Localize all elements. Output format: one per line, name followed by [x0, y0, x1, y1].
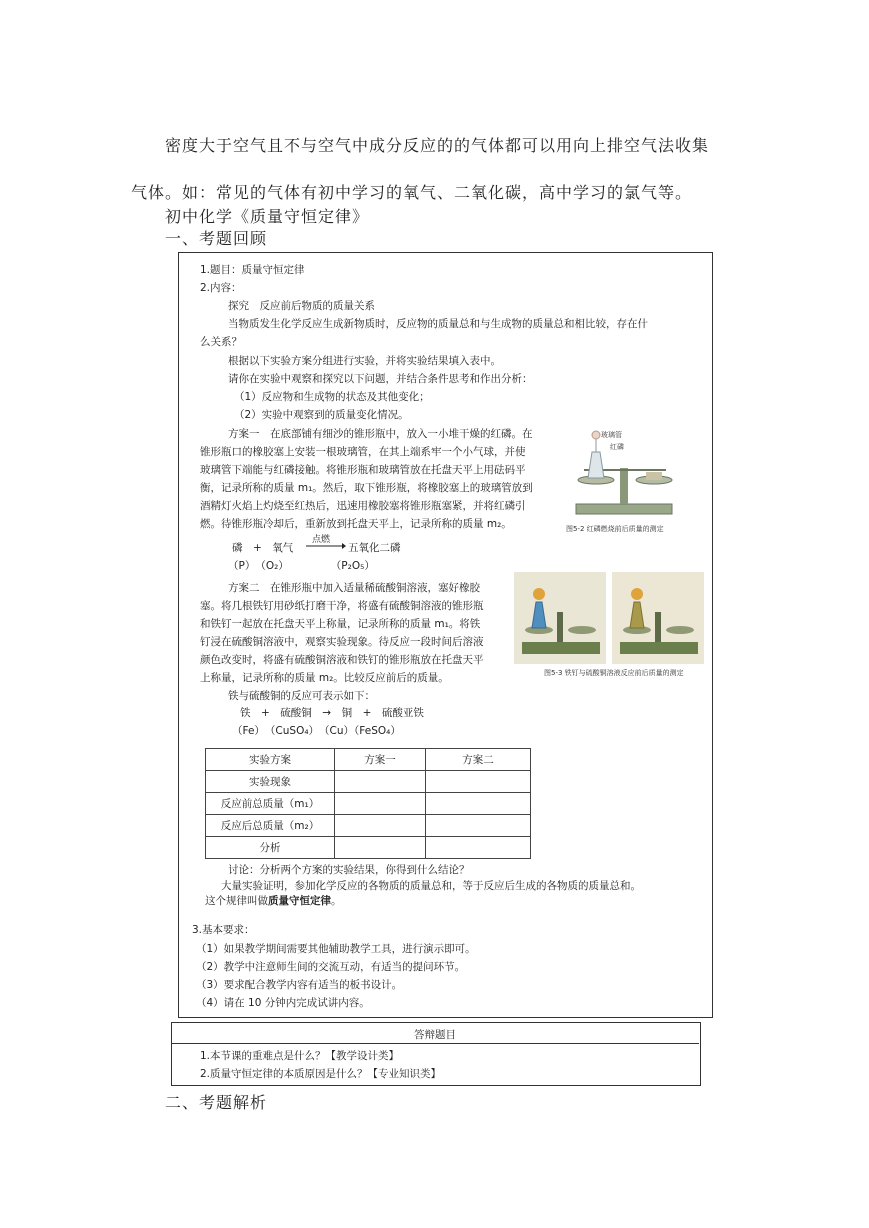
table-cell-plan-a[interactable] — [335, 837, 426, 859]
equation-2-words: 铁 + 硫酸铜 → 铜 + 硫酸亚铁 — [240, 707, 424, 719]
plan-b-line: 和铁钉一起放在托盘天平上称量，记录所称的质量 m₁。将铁 — [200, 618, 481, 630]
table-row — [206, 815, 531, 837]
balance-illustration-icon — [566, 428, 692, 524]
table-header-cell: 方案二 — [426, 749, 531, 771]
figure-iron-copper-sulfate — [514, 572, 704, 680]
equation-2-formula: （Fe） （CuSO₄） （Cu）（FeSO₄） — [232, 725, 401, 737]
plan-a-line: 玻璃管下端能与红磷接触。将锥形瓶和玻璃管放在托盘天平上用砝码平 — [200, 464, 526, 476]
plan-b-line: 塞。将几根铁钉用砂纸打磨干净，将盛有硫酸铜溶液的锥形瓶 — [200, 600, 484, 612]
iron-reaction-intro: 铁与硫酸铜的反应可表示如下： — [228, 690, 375, 702]
table-cell-plan-b[interactable] — [426, 771, 531, 793]
table-cell-plan-b[interactable] — [426, 815, 531, 837]
instruction-2: 请你在实验中观察和探究以下问题，并结合条件思考和作出分析： — [228, 373, 533, 385]
plan-b-line: 颜色改变时，将盛有硫酸铜溶液和铁钉的锥形瓶放在托盘天平 — [200, 654, 484, 666]
table-row — [206, 771, 531, 793]
table-row-label: 反应前总质量（m₁） — [206, 793, 335, 815]
plan-b-line: 方案二 在锥形瓶中加入适量稀硫酸铜溶液，塞好橡胶 — [228, 582, 480, 594]
plan-a-line: 燃。待锥形瓶冷却后，重新放到托盘天平上，记录所称的质量 m₂。 — [200, 518, 512, 530]
intro-line-1: 密度大于空气且不与空气中成分反应的的气体都可以用向上排空气法收集 — [165, 136, 710, 155]
conclusion-suffix: 。 — [331, 895, 342, 907]
plan-a-line: 衡，记录所称的质量 m₁。然后，取下锥形瓶，将橡胶塞上的玻璃管放到 — [200, 482, 533, 494]
question-line-2: 么关系？ — [200, 336, 242, 348]
reaction-arrow-icon — [306, 542, 346, 550]
table-cell-plan-a[interactable] — [335, 793, 426, 815]
plan-a-line: 酒精灯火焰上灼烧至红热后，迅速用橡胶塞将锥形瓶塞紧，并将红磷引 — [200, 500, 526, 512]
observe-item-1: （1）反应物和生成物的状态及其他变化； — [234, 391, 430, 403]
requirement-item: （2）教学中注意师生间的交流互动，有适当的提问环节。 — [196, 961, 466, 973]
table-cell-plan-b[interactable] — [426, 837, 531, 859]
table-cell-plan-a[interactable] — [335, 771, 426, 793]
table-header-row — [206, 749, 531, 771]
plan-b-line: 上称量，记录所称的质量 m₂。比较反应前后的质量。 — [200, 672, 449, 684]
figure-1-label-glass-tube: 玻璃管 — [601, 431, 622, 439]
equation-1-condition: 点燃 — [312, 535, 331, 545]
conclusion-line-2 — [205, 893, 342, 908]
table-row-label: 分析 — [206, 837, 335, 859]
experiment-results-table — [205, 748, 531, 859]
plan-b-line: 钉浸在硫酸铜溶液中，观察实验现象。待反应一段时间后溶液 — [200, 636, 484, 648]
plan-a-line: 锥形瓶口的橡胶塞上安装一根玻璃管，在其上端系牢一个小气球，并使 — [200, 446, 526, 458]
table-row — [206, 837, 531, 859]
question-title: 1.题目：质量守恒定律 — [200, 264, 305, 276]
question-line-1: 当物质发生化学反应生成新物质时，反应物的质量总和与生成物的质量总和相比较，存在什 — [228, 318, 648, 330]
table-row-label: 实验现象 — [206, 771, 335, 793]
equation-1-formula: （P） （O₂） （P₂O₅） — [228, 560, 375, 572]
defense-header: 答辩题目 — [414, 1029, 456, 1041]
equation-1-reactants: 磷 + 氧气 — [232, 542, 294, 554]
plan-a-line: 方案一 在底部铺有细沙的锥形瓶中，放入一小堆干燥的红磷。在 — [228, 428, 533, 440]
table-header-cell: 方案一 — [335, 749, 426, 771]
discussion-prompt: 讨论：分析两个方案的实验结果，你得到什么结论？ — [228, 864, 470, 876]
conclusion-line-1: 大量实验证明，参加化学反应的各物质的质量总和，等于反应后生成的各物质的质量总和。 — [221, 880, 641, 892]
observe-item-2: （2）实验中观察到的质量变化情况。 — [234, 409, 409, 421]
defense-question-2: 2.质量守恒定律的本质原因是什么？【专业知识类】 — [200, 1068, 442, 1080]
defense-header-divider — [171, 1043, 699, 1044]
figure-phosphorus-balance — [566, 428, 692, 534]
document-title: 初中化学《质量守恒定律》 — [165, 207, 370, 226]
equation-1-product: 五氧化二磷 — [348, 542, 401, 554]
table-cell-plan-a[interactable] — [335, 815, 426, 837]
requirements-title: 3.基本要求： — [192, 924, 255, 936]
photo-balances-icon — [514, 572, 704, 664]
requirement-item: （3）要求配合教学内容有适当的板书设计。 — [196, 979, 403, 991]
table-cell-plan-b[interactable] — [426, 793, 531, 815]
table-row-label: 反应后总质量（m₂） — [206, 815, 335, 837]
table-header-cell: 实验方案 — [206, 749, 335, 771]
instruction-1: 根据以下实验方案分组进行实验，并将实验结果填入表中。 — [228, 355, 501, 367]
conclusion-prefix: 这个规律叫做 — [205, 895, 268, 907]
explore-heading: 探究 反应前后物质的质量关系 — [228, 300, 375, 312]
figure-2-caption: 图5-3 铁钉与硫酸铜溶液反应前后质量的测定 — [544, 669, 684, 677]
section-heading-review: 一、考题回顾 — [165, 229, 268, 248]
requirement-item: （4）请在 10 分钟内完成试讲内容。 — [196, 997, 370, 1009]
defense-question-1: 1.本节课的重难点是什么？【教学设计类】 — [200, 1050, 400, 1062]
figure-1-label-phosphorus: 红磷 — [610, 443, 624, 451]
intro-line-2: 气体。如：常见的气体有初中学习的氧气、二氧化碳，高中学习的氯气等。 — [131, 183, 693, 202]
table-row — [206, 793, 531, 815]
section-heading-analysis: 二、考题解析 — [165, 1093, 268, 1112]
figure-1-caption: 图5-2 红磷燃烧前后质量的测定 — [566, 525, 664, 533]
content-label: 2.内容： — [200, 282, 242, 294]
law-name: 质量守恒定律 — [268, 895, 331, 907]
requirement-item: （1）如果教学期间需要其他辅助教学工具，进行演示即可。 — [196, 943, 476, 955]
